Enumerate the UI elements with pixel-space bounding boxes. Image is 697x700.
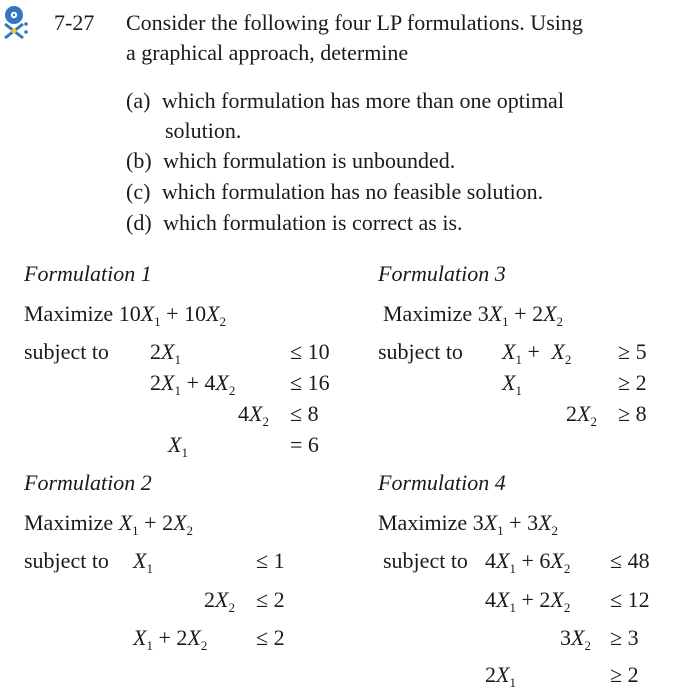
f4-constraint-3: $3X_2$	[560, 625, 591, 653]
f4-constraint-1: $4X_1 + 6X_2$	[485, 548, 571, 576]
maximize-label: Maximize	[378, 510, 468, 535]
f2-constraint-2-rhs: ≤ 2	[256, 587, 285, 612]
intro-line-1: Consider the following four LP formulations. Using	[126, 10, 583, 35]
f1-constraint-3: $4X_2$	[238, 401, 269, 429]
maximize-label: Maximize	[24, 301, 114, 326]
f1-constraint-1: $2X_1$	[150, 339, 181, 367]
formulation-1-objective: Maximize $10X_1 + 10X_2$	[24, 301, 227, 329]
item-a-cont: solution.	[165, 118, 242, 143]
item-label: (b)	[126, 148, 152, 173]
f4-constraint-4: $2X_1$	[485, 662, 516, 690]
f2-constraint-1-rhs: ≤ 1	[256, 548, 285, 573]
f3-constraint-3: $2X_2$	[566, 401, 597, 429]
subject-to-label: subject to	[383, 548, 468, 573]
f4-constraint-2: $4X_1 + 2X_2$	[485, 587, 571, 615]
item-label: (c)	[126, 179, 151, 204]
f2-constraint-3-rhs: ≤ 2	[256, 625, 285, 650]
f2-constraint-3: $X_1 + 2X_2$	[133, 625, 208, 653]
item-b	[126, 150, 455, 172]
f3-constraint-2: $X_1$	[502, 370, 522, 398]
f4-constraint-2-rhs: ≤ 12	[610, 587, 650, 612]
f3-constraint-1: $X_1 + X_2$	[502, 339, 572, 367]
item-label: (d)	[126, 210, 152, 235]
problem-number: 7-27	[54, 10, 95, 35]
f1-constraint-4: $X_1$	[168, 432, 188, 460]
f1-constraint-4-rhs: = 6	[290, 432, 319, 457]
item-label: (a)	[126, 88, 151, 113]
formulation-4-title: Formulation 4	[378, 470, 506, 495]
f1-constraint-2: $2X_1 + 4X_2$	[150, 370, 236, 398]
f2-constraint-2: $2X_2$	[204, 587, 235, 615]
cd-icon	[2, 4, 28, 40]
item-d	[126, 212, 463, 234]
formulation-3-objective: Maximize $3X_1 + 2X_2$	[383, 301, 564, 329]
item-text: which formulation has more than one optimal	[161, 88, 564, 113]
subject-to-label: subject to	[378, 339, 463, 364]
subject-to-label: subject to	[24, 548, 109, 573]
f4-constraint-4-rhs: ≥ 2	[610, 662, 639, 687]
f3-constraint-2-rhs: ≥ 2	[618, 370, 647, 395]
item-text: which formulation is correct as is.	[163, 210, 463, 235]
item-text: which formulation is unbounded.	[163, 148, 456, 173]
item-c	[126, 181, 543, 203]
maximize-label: Maximize	[383, 301, 473, 326]
f2-constraint-1: $X_1$	[133, 548, 153, 576]
f3-constraint-3-rhs: ≥ 8	[618, 401, 647, 426]
f3-constraint-1-rhs: ≥ 5	[618, 339, 647, 364]
f1-constraint-1-rhs: ≤ 10	[290, 339, 330, 364]
f1-constraint-3-rhs: ≤ 8	[290, 401, 319, 426]
formulation-2-title: Formulation 2	[24, 470, 152, 495]
formulation-3-title: Formulation 3	[378, 261, 506, 286]
f1-constraint-2-rhs: ≤ 16	[290, 370, 330, 395]
item-text: which formulation has no feasible solution.	[161, 179, 544, 204]
f4-constraint-3-rhs: ≥ 3	[610, 625, 639, 650]
formulation-4-objective: Maximize $3X_1 + 3X_2$	[378, 510, 559, 538]
intro-line-2: a graphical approach, determine	[126, 40, 409, 65]
formulation-2-objective: Maximize $X_1 + 2X_2$	[24, 510, 194, 538]
formulation-1-title: Formulation 1	[24, 261, 152, 286]
subject-to-label: subject to	[24, 339, 109, 364]
item-a	[126, 90, 564, 112]
f4-constraint-1-rhs: ≤ 48	[610, 548, 650, 573]
maximize-label: Maximize	[24, 510, 114, 535]
